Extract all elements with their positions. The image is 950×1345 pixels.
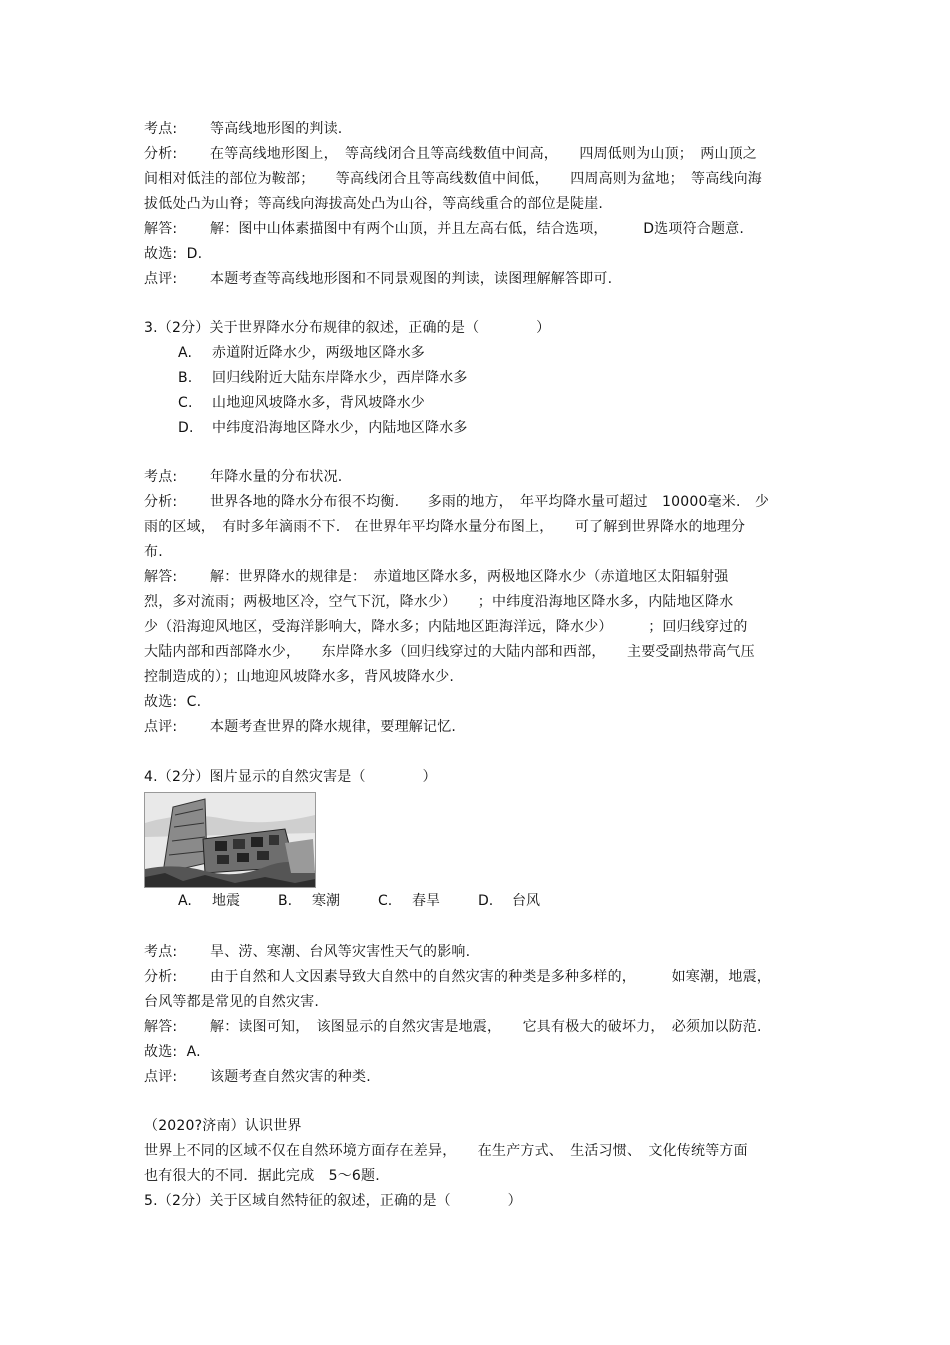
q3-stem: 3.（2分）关于世界降水分布规律的叙述，正确的是（ ） (144, 320, 551, 336)
q3-option-b: B. 回归线附近大陆东岸降水少，西岸降水多 (178, 370, 468, 386)
q3-fenxi-line: 布. (144, 544, 163, 560)
q3-jieda-line: 控制造成的）；山地迎风坡降水多，背风坡降水少. (144, 669, 455, 685)
q4-fenxi: 分析: 由于自然和人文因素导致大自然中的自然灾害的种类是多种多样的， 如寒潮，地震， (144, 969, 771, 985)
q3-option-c: C. 山地迎风坡降水多，背风坡降水少 (178, 395, 425, 411)
q4-option-b: B. 寒潮 (278, 893, 340, 909)
q4-options (178, 891, 540, 911)
q2-fenxi-line: 拔低处凸为山脊；等高线向海拔高处凸为山谷，等高线重合的部位是陡崖. (144, 196, 604, 212)
q2-jieda: 解答: 解：图中山体素描图中有两个山顶，并且左高右低，结合选项， D选项符合题意. (144, 221, 745, 237)
q3-jieda-line: 少（沿海迎风地区，受海洋影响大，降水多；内陆地区距海洋远，降水少） ；回归线穿过的 (144, 619, 748, 635)
q4-fenxi-line: 台风等都是常见的自然灾害. (144, 994, 320, 1010)
q4-option-c: C. 春旱 (378, 893, 440, 909)
q5-stem: 5.（2分）关于区域自然特征的叙述，正确的是（ ） (144, 1193, 522, 1209)
section-intro-line: 也有很大的不同．据此完成 5～6题. (144, 1168, 380, 1184)
q4-jieda: 解答: 解：读图可知， 该图显示的自然灾害是地震， 它具有极大的破坏力， 必须加以防范. (144, 1019, 762, 1035)
q4-dianping: 点评: 该题考查自然灾害的种类. (144, 1069, 371, 1085)
q3-jieda-line: 大陆内部和西部降水少， 东岸降水多（回归线穿过的大陆内部和西部， 主要受副热带高气压 (144, 644, 755, 660)
q3-fenxi: 分析: 世界各地的降水分布很不均衡. 多雨的地方， 年平均降水量可超过 10000毫米. 少 (144, 494, 770, 510)
q2-guxuan: 故选: D. (144, 246, 203, 262)
q4-option-d: D. 台风 (478, 893, 540, 909)
collapsed-building-image (145, 793, 315, 887)
q2-kaodian: 考点: 等高线地形图的判读. (144, 121, 343, 137)
q3-jieda: 解答: 解：世界降水的规律是： 赤道地区降水多，两极地区降水少（赤道地区太阳辐射强 (144, 569, 729, 585)
q4-guxuan: 故选: A. (144, 1044, 201, 1060)
q3-guxuan: 故选: C. (144, 694, 202, 710)
q3-dianping: 点评: 本题考查世界的降水规律，要理解记忆. (144, 719, 457, 735)
q3-option-a: A. 赤道附近降水少，两级地区降水多 (178, 345, 425, 361)
q4-kaodian: 考点: 旱、涝、寒潮、台风等灾害性天气的影响. (144, 944, 471, 960)
q2-fenxi: 分析: 在等高线地形图上， 等高线闭合且等高线数值中间高， 四周低则为山顶； 两山顶之 (144, 146, 757, 162)
section-source: （2020?济南）认识世界 (144, 1118, 302, 1134)
q2-dianping: 点评: 本题考查等高线地形图和不同景观图的判读，读图理解解答即可. (144, 271, 613, 287)
q3-option-d: D. 中纬度沿海地区降水少，内陆地区降水多 (178, 420, 468, 436)
q3-jieda-line: 烈，多对流雨；两极地区冷，空气下沉，降水少） ；中纬度沿海地区降水多，内陆地区降水 (144, 594, 734, 610)
q3-fenxi-line: 雨的区域， 有时多年滴雨不下. 在世界年平均降水量分布图上， 可了解到世界降水的地理分 (144, 519, 746, 535)
q4-stem: 4.（2分）图片显示的自然灾害是（ ） (144, 769, 437, 785)
q4-option-a: A. 地震 (178, 893, 240, 909)
earthquake-photo (144, 792, 316, 888)
q3-kaodian: 考点: 年降水量的分布状况. (144, 469, 343, 485)
section-intro-line: 世界上不同的区域不仅在自然环境方面存在差异， 在生产方式、 生活习惯、 文化传统等方面 (144, 1143, 748, 1159)
q2-fenxi-line: 间相对低洼的部位为鞍部； 等高线闭合且等高线数值中间低， 四周高则为盆地； 等高线向海 (144, 171, 762, 187)
